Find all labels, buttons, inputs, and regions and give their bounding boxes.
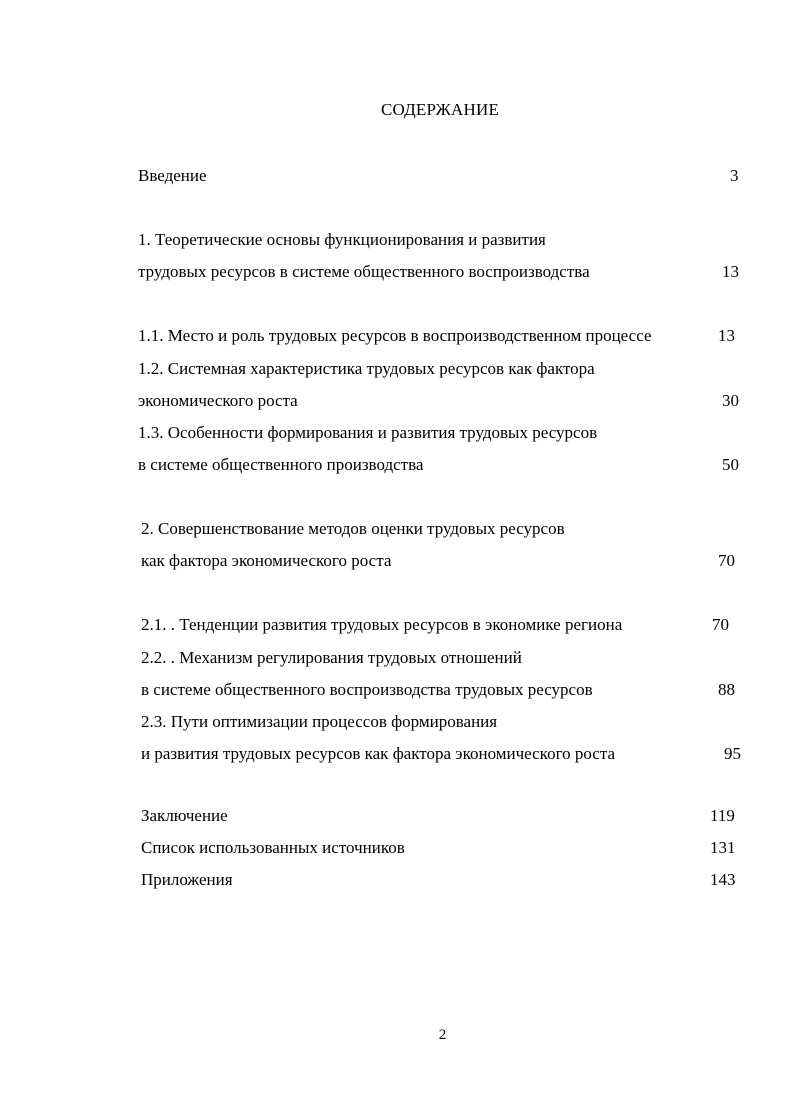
toc-page-chapter-2: 70: [718, 551, 735, 570]
toc-page-references: 131: [710, 838, 736, 857]
toc-entry-chapter-1-line1: 1. Теоретические основы функционирования и развития: [138, 230, 546, 249]
toc-entry-section-2-2-line2: в системе общественного воспроизводства трудовых ресурсов: [141, 680, 593, 699]
toc-page-introduction: 3: [730, 166, 739, 185]
toc-entry-section-1-2-line1: 1.2. Системная характеристика трудовых ресурсов как фактора: [138, 359, 595, 378]
toc-title: СОДЕРЖАНИЕ: [380, 100, 500, 119]
toc-entry-section-1-2-line2: экономического роста: [138, 391, 298, 410]
toc-page-section-1-2: 30: [722, 391, 739, 410]
toc-entry-appendices: Приложения: [141, 870, 233, 889]
toc-page-section-1-3: 50: [722, 455, 739, 474]
toc-entry-section-2-1: 2.1. . Тенденции развития трудовых ресурсов в экономике региона: [141, 615, 623, 634]
toc-entry-section-1-3-line1: 1.3. Особенности формирования и развития трудовых ресурсов: [138, 423, 598, 442]
page-number: 2: [438, 1027, 447, 1043]
toc-page-conclusion: 119: [710, 806, 735, 825]
toc-entry-conclusion: Заключение: [141, 806, 228, 825]
toc-entry-section-2-2-line1: 2.2. . Механизм регулирования трудовых отношений: [141, 648, 522, 667]
toc-entry-chapter-2-line1: 2. Совершенствование методов оценки трудовых ресурсов: [141, 519, 565, 538]
toc-page-chapter-1: 13: [722, 262, 739, 281]
toc-entry-chapter-1-line2: трудовых ресурсов в системе общественного воспроизводства: [138, 262, 590, 281]
toc-entry-section-1-1: 1.1. Место и роль трудовых ресурсов в воспроизводственном процессе: [138, 326, 652, 345]
toc-page-section-2-2: 88: [718, 680, 735, 699]
toc-page-section-2-1: 70: [712, 615, 729, 634]
toc-page-section-2-3: 95: [724, 744, 741, 763]
toc-entry-section-2-3-line1: 2.3. Пути оптимизации процессов формирования: [141, 712, 498, 731]
toc-entry-introduction: Введение: [138, 166, 207, 185]
toc-entry-section-2-3-line2: и развития трудовых ресурсов как фактора экономического роста: [141, 744, 616, 763]
toc-page-section-1-1: 13: [718, 326, 735, 345]
toc-entry-chapter-2-line2: как фактора экономического роста: [141, 551, 392, 570]
toc-entry-references: Список использованных источников: [141, 838, 405, 857]
toc-entry-section-1-3-line2: в системе общественного производства: [138, 455, 424, 474]
toc-page-appendices: 143: [710, 870, 736, 889]
